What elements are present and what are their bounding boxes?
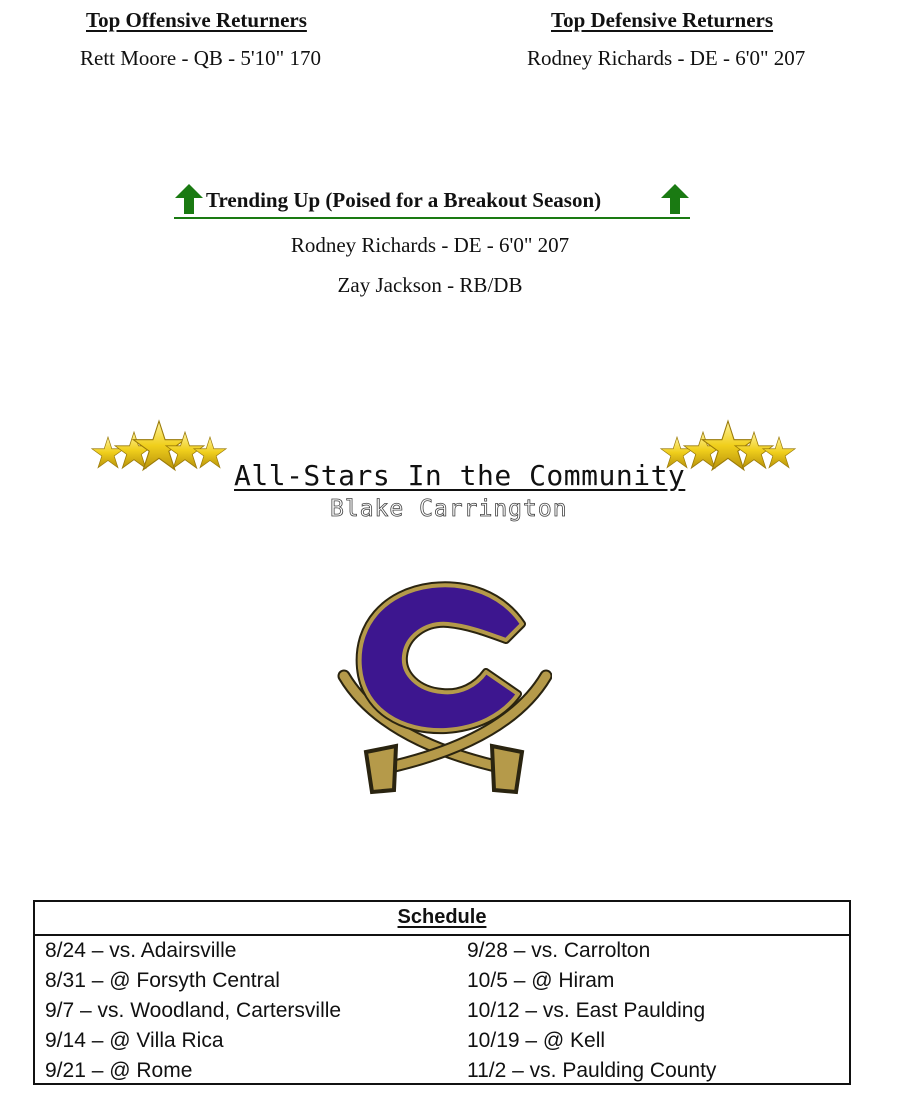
schedule-game: 10/12 – vs. East Paulding <box>467 999 706 1022</box>
up-arrow-icon <box>660 183 690 215</box>
schedule-column-right <box>467 936 716 1086</box>
schedule-game: 9/28 – vs. Carrolton <box>467 939 651 962</box>
five-stars-icon <box>86 410 231 482</box>
schedule-game: 9/14 – @ Villa Rica <box>45 1029 224 1052</box>
trending-up-heading <box>174 183 690 219</box>
schedule-game: 8/24 – vs. Adairsville <box>45 939 237 962</box>
schedule-game: 10/5 – @ Hiram <box>467 969 615 992</box>
schedule-column-left <box>45 936 341 1086</box>
schedule-game: 10/19 – @ Kell <box>467 1029 606 1052</box>
community-allstar-name: Blake Carrington <box>330 496 568 522</box>
offensive-returners-heading: Top Offensive Returners <box>86 8 307 32</box>
schedule-title: Schedule <box>397 906 487 928</box>
up-arrow-icon <box>174 183 204 215</box>
trending-up-title: Trending Up (Poised for a Breakout Season) <box>206 188 602 212</box>
trending-player: Rodney Richards - DE - 6'0" 207 <box>290 233 570 257</box>
community-allstars-title: All-Stars In the Community <box>234 459 686 492</box>
crossed-sabers-c-logo <box>336 580 552 798</box>
letter-c-icon <box>360 585 522 730</box>
schedule-game: 8/31 – @ Forsyth Central <box>45 969 280 992</box>
schedule-header <box>35 902 849 936</box>
defensive-returner: Rodney Richards - DE - 6'0" 207 <box>527 46 806 70</box>
schedule-game: 9/7 – vs. Woodland, Cartersville <box>45 999 342 1022</box>
schedule-game: 11/2 – vs. Paulding County <box>467 1059 717 1082</box>
trending-player: Zay Jackson - RB/DB <box>337 273 523 297</box>
defensive-returners-heading: Top Defensive Returners <box>551 8 774 32</box>
offensive-returner: Rett Moore - QB - 5'10" 170 <box>80 46 321 70</box>
schedule-table <box>33 900 851 1085</box>
schedule-game: 9/21 – @ Rome <box>45 1059 193 1082</box>
